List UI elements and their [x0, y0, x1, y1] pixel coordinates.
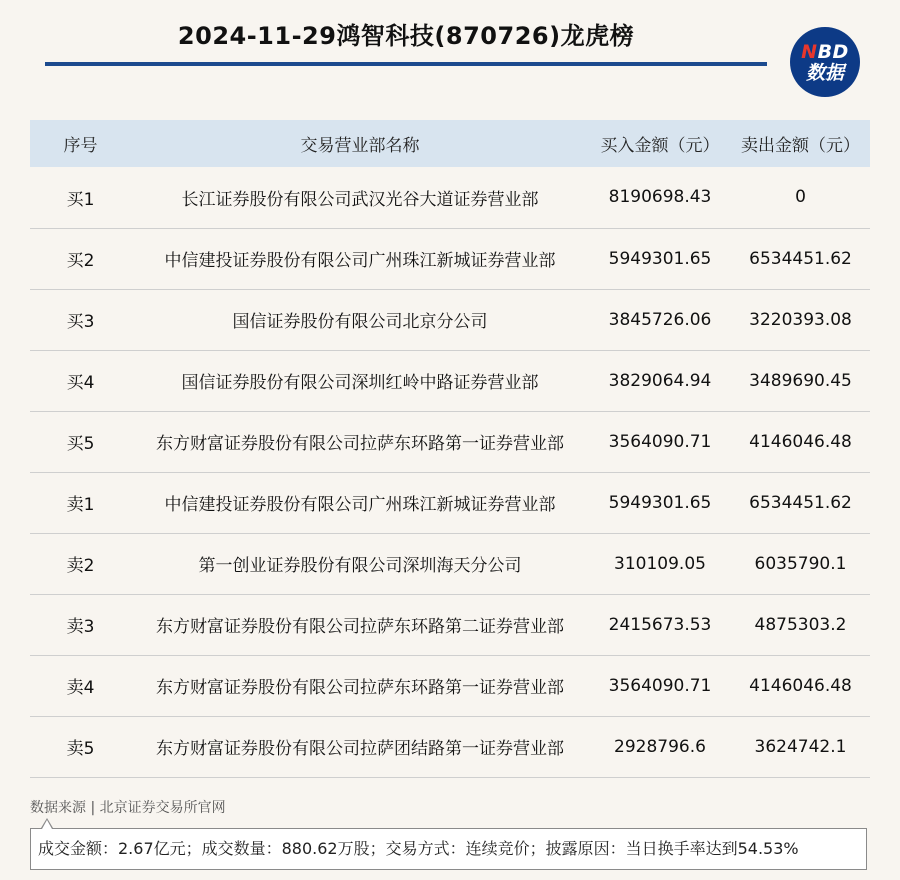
- logo-letter-n: N: [801, 41, 818, 63]
- row-branch-name: 东方财富证券股份有限公司拉萨团结路第一证券营业部: [156, 739, 564, 759]
- row-buy-amount: 8190698.43: [608, 187, 712, 208]
- row-sell-amount: 4146046.48: [749, 675, 852, 696]
- data-source: 数据来源 | 北京证券交易所官网: [30, 800, 226, 816]
- column-header-sell: 卖出金额（元）: [741, 136, 860, 156]
- note-pointer-fill: [42, 820, 52, 829]
- table-header-row: [30, 120, 870, 167]
- row-buy-amount: 2415673.53: [608, 614, 712, 635]
- row-buy-amount: 3829064.94: [608, 370, 712, 391]
- row-index: 卖2: [66, 556, 95, 576]
- column-header-index: 序号: [63, 136, 98, 156]
- row-branch-name: 中信建投证券股份有限公司广州珠江新城证券营业部: [164, 495, 556, 515]
- row-index: 买5: [66, 434, 95, 454]
- table-row: [30, 167, 870, 228]
- table-row: [30, 655, 870, 716]
- row-buy-amount: 5949301.65: [608, 248, 712, 269]
- column-header-name: 交易营业部名称: [300, 136, 420, 156]
- logo-text-top: [801, 43, 849, 62]
- row-branch-name: 东方财富证券股份有限公司拉萨东环路第一证券营业部: [156, 434, 564, 454]
- row-buy-amount: 3564090.71: [608, 675, 712, 696]
- table-row: [30, 533, 870, 594]
- row-index: 卖5: [66, 739, 95, 759]
- table-row: [30, 350, 870, 411]
- row-branch-name: 国信证券股份有限公司北京分公司: [232, 312, 488, 332]
- table-row: [30, 472, 870, 533]
- row-index: 买1: [66, 189, 95, 210]
- table-row: [30, 289, 870, 350]
- row-buy-amount: 3564090.71: [608, 431, 712, 452]
- row-branch-name: 长江证券股份有限公司武汉光谷大道证券营业部: [181, 189, 539, 210]
- row-buy-amount: 5949301.65: [608, 492, 712, 513]
- row-sell-amount: 6534451.62: [749, 248, 852, 269]
- trading-summary-text: 成交金额：2.67亿元；成交数量：880.62万股；交易方式：连续竞价；披露原因：当日换手率达到54.53%: [38, 839, 799, 858]
- row-index: 买2: [66, 251, 95, 271]
- table-row: [30, 411, 870, 472]
- dragon-tiger-table: [30, 120, 870, 778]
- row-index: 卖3: [66, 617, 95, 637]
- row-index: 买4: [66, 373, 95, 393]
- row-sell-amount: 4146046.48: [749, 431, 852, 452]
- logo-text-bottom: 数据: [805, 62, 844, 84]
- nbd-logo: [790, 27, 860, 97]
- row-branch-name: 东方财富证券股份有限公司拉萨东环路第一证券营业部: [156, 678, 564, 698]
- row-index: 买3: [66, 312, 95, 332]
- logo-letters-bd: BD: [817, 41, 849, 63]
- row-branch-name: 东方财富证券股份有限公司拉萨东环路第二证券营业部: [156, 617, 564, 637]
- page-title: 2024-11-29鸿智科技(870726)龙虎榜: [177, 22, 635, 50]
- column-header-buy: 买入金额（元）: [600, 136, 720, 156]
- row-branch-name: 第一创业证券股份有限公司深圳海天分公司: [198, 556, 522, 576]
- row-sell-amount: 4875303.2: [754, 614, 847, 635]
- table-header: [30, 120, 870, 167]
- row-index: 卖4: [66, 678, 95, 698]
- table-row: [30, 716, 870, 777]
- row-buy-amount: 3845726.06: [608, 309, 712, 330]
- row-branch-name: 国信证券股份有限公司深圳红岭中路证券营业部: [181, 373, 539, 393]
- row-sell-amount: 6035790.1: [754, 553, 847, 574]
- row-index: 卖1: [66, 495, 95, 515]
- row-sell-amount: 3220393.08: [749, 309, 852, 330]
- trading-summary-note: [30, 828, 867, 870]
- table-row: [30, 228, 870, 289]
- title-underline: [45, 62, 767, 66]
- row-branch-name: 中信建投证券股份有限公司广州珠江新城证券营业部: [164, 251, 556, 271]
- row-sell-amount: 3489690.45: [749, 370, 852, 391]
- row-sell-amount: 6534451.62: [749, 492, 852, 513]
- table-body: [30, 167, 870, 777]
- row-sell-amount: 0: [795, 187, 806, 208]
- row-sell-amount: 3624742.1: [754, 736, 847, 757]
- row-buy-amount: 310109.05: [614, 553, 706, 574]
- table-row: [30, 594, 870, 655]
- row-buy-amount: 2928796.6: [614, 736, 706, 757]
